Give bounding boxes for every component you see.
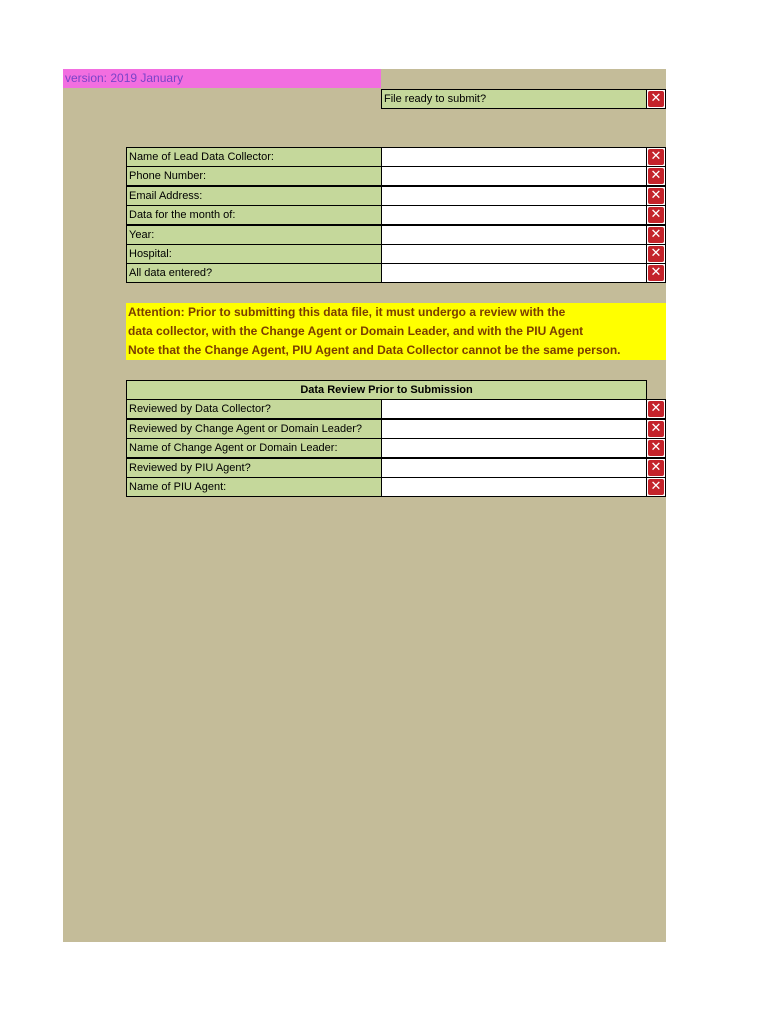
form-label-phone: Phone Number: <box>126 166 382 186</box>
form-label-year: Year: <box>126 225 382 245</box>
month-status <box>646 205 666 225</box>
phone-status <box>646 166 666 186</box>
form-label-change-agent-name: Name of Change Agent or Domain Leader: <box>126 438 382 458</box>
form-label-piu-name: Name of PIU Agent: <box>126 477 382 497</box>
hospital-input[interactable] <box>381 244 647 264</box>
form-label-reviewed-piu: Reviewed by PIU Agent? <box>126 458 382 478</box>
form-label-email: Email Address: <box>126 186 382 206</box>
x-error-icon: ✕ <box>648 421 664 437</box>
x-error-icon: ✕ <box>648 265 664 281</box>
month-input[interactable] <box>381 205 647 225</box>
form-label-lead-collector: Name of Lead Data Collector: <box>126 147 382 167</box>
form-label-month: Data for the month of: <box>126 205 382 225</box>
review-form-header: Data Review Prior to Submission <box>126 380 647 400</box>
change-agent-name-input[interactable] <box>381 438 647 458</box>
hospital-status <box>646 244 666 264</box>
lead-collector-input[interactable] <box>381 147 647 167</box>
x-error-icon: ✕ <box>648 168 664 184</box>
phone-input[interactable] <box>381 166 647 186</box>
x-error-icon: ✕ <box>648 207 664 223</box>
x-error-icon: ✕ <box>648 227 664 243</box>
all-data-status <box>646 263 666 283</box>
email-status <box>646 186 666 206</box>
x-error-icon: ✕ <box>648 149 664 165</box>
x-error-icon: ✕ <box>648 188 664 204</box>
x-error-icon: ✕ <box>648 460 664 476</box>
reviewed-change-agent-status <box>646 419 666 439</box>
version-label: version: 2019 January <box>63 69 381 88</box>
reviewed-piu-status <box>646 458 666 478</box>
year-status <box>646 225 666 245</box>
all-data-input[interactable] <box>381 263 647 283</box>
x-error-icon: ✕ <box>648 401 664 417</box>
attention-line-3: Note that the Change Agent, PIU Agent and Data Collector cannot be the same person. <box>128 343 621 357</box>
x-error-icon: ✕ <box>648 91 664 107</box>
attention-line-2: data collector, with the Change Agent or Domain Leader, and with the PIU Agent <box>128 324 584 338</box>
reviewed-collector-status <box>646 399 666 419</box>
piu-name-status <box>646 477 666 497</box>
file-ready-status <box>646 89 666 109</box>
attention-notice <box>126 303 666 360</box>
form-label-hospital: Hospital: <box>126 244 382 264</box>
attention-line-1: Attention: Prior to submitting this data file, it must undergo a review with the <box>128 305 566 319</box>
form-label-reviewed-collector: Reviewed by Data Collector? <box>126 399 382 419</box>
reviewed-change-agent-input[interactable] <box>381 419 647 439</box>
x-error-icon: ✕ <box>648 246 664 262</box>
year-input[interactable] <box>381 225 647 245</box>
change-agent-name-status <box>646 438 666 458</box>
file-ready-label: File ready to submit? <box>381 89 647 109</box>
email-input[interactable] <box>381 186 647 206</box>
reviewed-piu-input[interactable] <box>381 458 647 478</box>
x-error-icon: ✕ <box>648 479 664 495</box>
lead-collector-status <box>646 147 666 167</box>
form-label-all-data: All data entered? <box>126 263 382 283</box>
form-label-reviewed-change-agent: Reviewed by Change Agent or Domain Leader? <box>126 419 382 439</box>
x-error-icon: ✕ <box>648 440 664 456</box>
piu-name-input[interactable] <box>381 477 647 497</box>
reviewed-collector-input[interactable] <box>381 399 647 419</box>
